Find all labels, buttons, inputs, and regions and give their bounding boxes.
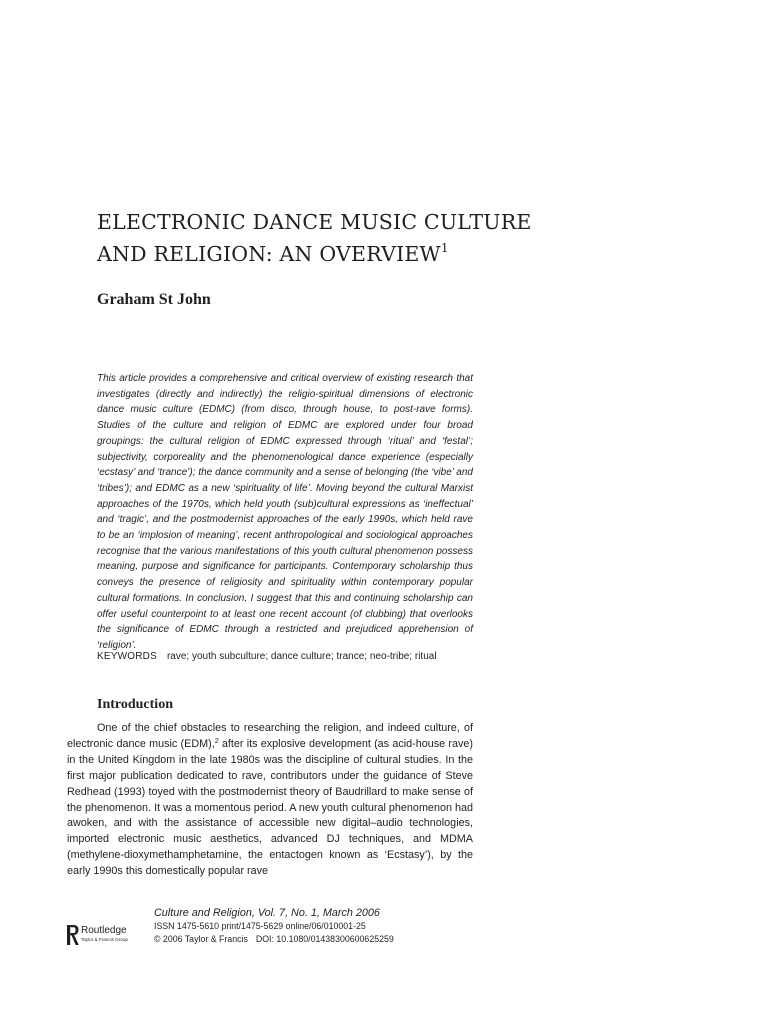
publisher-name: Routledge [81, 925, 127, 936]
abstract: This article provides a comprehensive and critical overview of existing research that investigates (directly and indirectly) the religio-spiritual dimensions of electronic dance music culture (EDMC) (from disco, through house, to post-rave forms). Studies of the culture and religion of EDMC are explored under four broad groupings: the cultural religion of EDMC expressed through ‘ritual’ and ‘festal’; subjectivity, corporeality and the phenomenological dance experience (especially ‘ecstasy’ and ‘trance’); the dance community and a sense of belonging (the ‘vibe’ and ‘tribes’); and EDMC as a new ‘spirituality of life’. Moving beyond the cultural Marxist approaches of the 1970s, which held youth (sub)cultural expressions as ‘ineffectual’ and ‘tragic’, and the postmodernist approaches of the early 1990s, which held rave to be an ‘implosion of meaning’, recent anthropological and sociological approaches recognise that the various manifestations of this youth cultural phenomenon possess meaning, purpose and significance for participants. Contemporary scholarship thus conveys the presence of religiosity and spirituality within contemporary popular cultural formations. In conclusion, I suggest that this and continuing scholarship can offer useful counterpoint to at least one recent account (of clubbing) that overlooks the significance of EDMC through a restricted and prejudiced apprehension of ‘religion’. [97, 373, 473, 651]
doi-text: DOI: 10.1080/01438300600625259 [255, 933, 394, 944]
issn-line: ISSN 1475-5610 print/1475-5629 online/06/010001-25 [154, 921, 366, 931]
introduction-text-part-2: after its explosive development (as acid-house rave) in the United Kingdom in the late 1980s was the discipline of cultural studies. In the first major publication dedicated to rave, contributors under the guidance of Steve Redhead (1993) toyed with the postmodernist theory of Baudrillard to make sense of the phenomenon. It was a momentous period. A new youth cultural phenomenon had awoken, and with the assistance of accessible new digital–audio technologies, imported electronic music aesthetics, advanced DJ techniques, and MDMA (methylene-dioxymethamphetamine, the entactogen known as ‘Ecstasy’), by the early 1990s this domestically popular rave [67, 737, 473, 878]
section-heading-introduction: Introduction [97, 697, 173, 712]
keywords-list: rave; youth subculture; dance culture; trance; neo-tribe; ritual [166, 651, 437, 662]
publisher-group: Taylor & Francis Group [81, 937, 128, 942]
introduction-paragraph [67, 721, 473, 881]
publisher-logo [67, 925, 147, 947]
routledge-mark-icon [67, 925, 79, 945]
copyright-text: © 2006 Taylor & Francis [154, 933, 248, 944]
article-title [97, 206, 532, 270]
keywords-label: KEYWORDS [97, 651, 157, 662]
publication-info [154, 906, 484, 945]
title-footnote-marker: 1 [440, 241, 449, 255]
article-title-line-2 [97, 238, 517, 270]
article-title-line-1: ELECTRONIC DANCE MUSIC CULTURE [97, 210, 532, 234]
journal-citation: Culture and Religion, Vol. 7, No. 1, March 2006 [154, 907, 380, 919]
introduction-footnote-marker: 2 [214, 737, 219, 745]
article-title-line-2-text: AND RELIGION: AN OVERVIEW [97, 242, 441, 266]
keywords [97, 650, 477, 664]
introduction-text-part-1: One of the chief obstacles to researching the religion, and indeed culture, of electronic dance music (EDM), [67, 722, 473, 750]
author-name: Graham St John [97, 291, 211, 308]
copyright-doi-line [154, 933, 484, 946]
